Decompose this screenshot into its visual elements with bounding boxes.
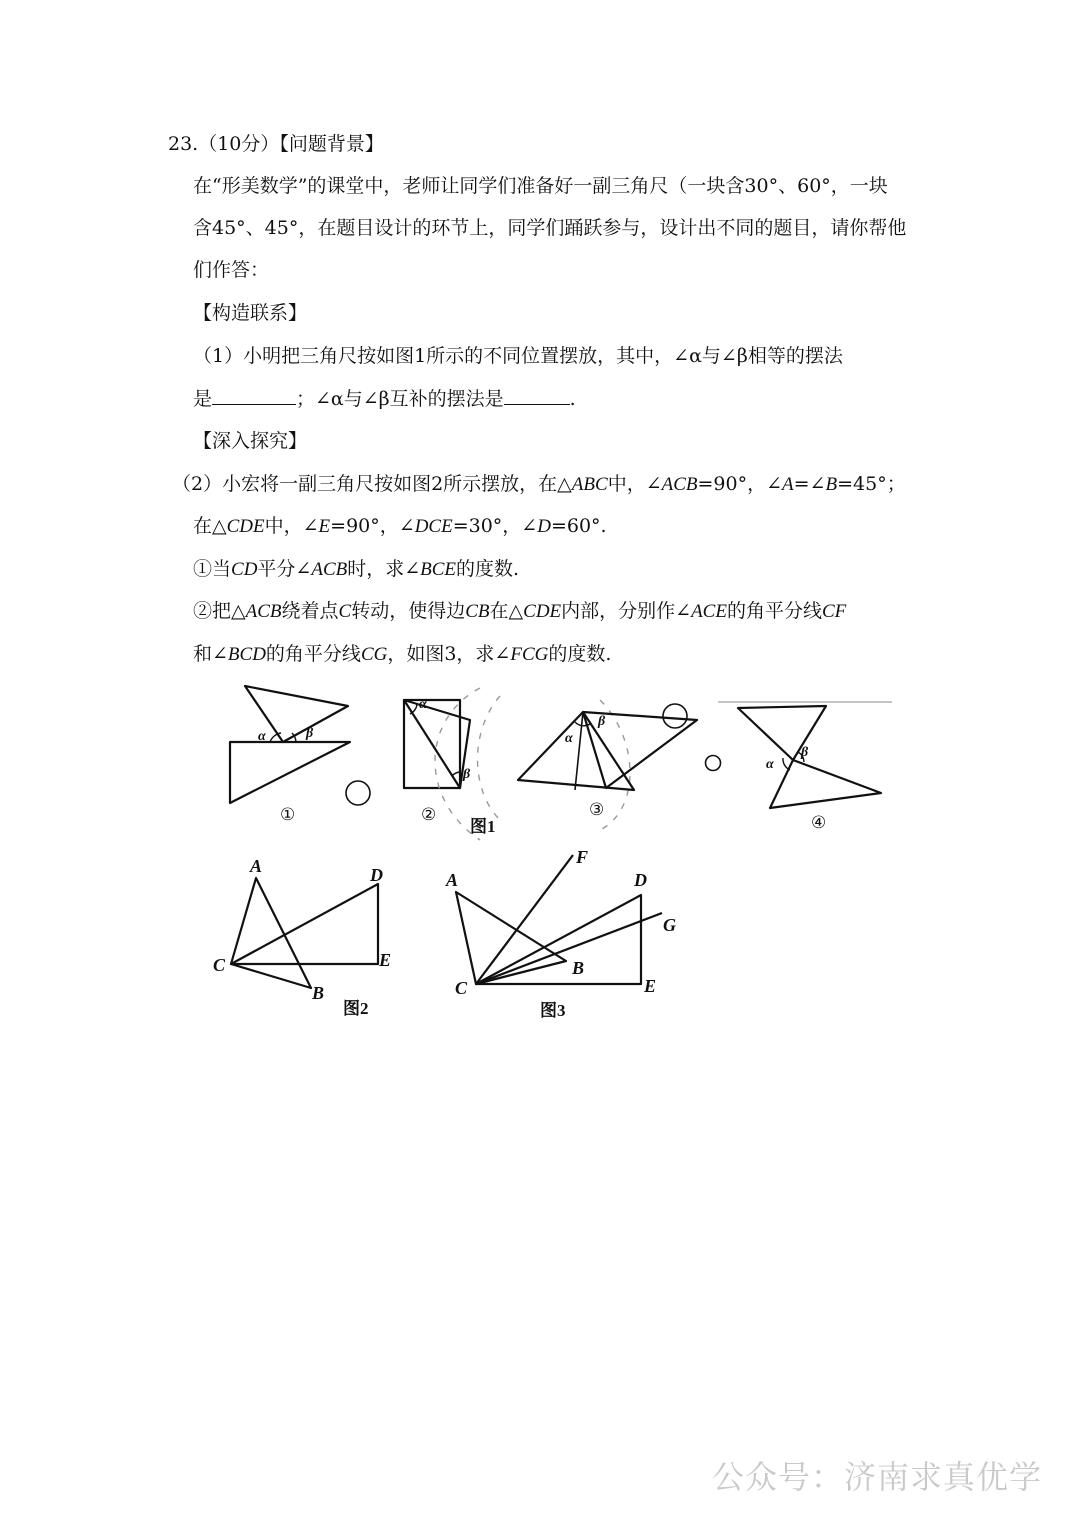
q2l2-t9: =60°. <box>550 515 607 537</box>
fig3-label-b: B <box>572 958 585 978</box>
s1-t1: ①当 <box>193 558 232 580</box>
q2-t8: B <box>825 474 838 495</box>
fig3-label-f: F <box>576 847 589 867</box>
s2-t1: ②把△ <box>193 600 246 622</box>
fig1-2-alpha-label: α <box>419 697 427 712</box>
s1-t2: CD <box>231 559 258 580</box>
q2l2-t2: CDE <box>226 516 265 537</box>
fig2-diagram <box>231 878 378 988</box>
s2-t2: ACB <box>245 601 282 622</box>
q2l2-t4: E <box>318 516 331 537</box>
fig2-caption: 图2 <box>343 999 369 1018</box>
s2-t3: 绕着点 <box>281 600 339 622</box>
s1-t3: 平分∠ <box>257 558 312 580</box>
s2-t11: 的角平分线 <box>726 600 822 622</box>
q2-t9: =45°； <box>837 473 906 495</box>
fig1-3-beta-label: β <box>598 714 606 729</box>
fig3-label-g: G <box>663 915 676 935</box>
fig3-label-e: E <box>644 976 657 996</box>
s2-t12: CF <box>821 601 847 622</box>
q1-line-1: （1）小明把三角尺按如图1所示的不同位置摆放，其中，∠α与∠β相等的摆法 <box>193 345 843 367</box>
s3-t4: CG <box>360 644 388 665</box>
section-construct: 【构造联系】 <box>193 302 308 324</box>
s2-t5: 转动，使得边 <box>351 600 466 622</box>
q2l2-t5: =90°，∠ <box>330 515 415 537</box>
q2-t6: A <box>782 474 794 495</box>
q2-t1: （2）小宏将一副三角尺按如图2所示摆放，在△ <box>172 473 572 495</box>
section-explore: 【深入探究】 <box>193 430 308 452</box>
s3-t2: BCD <box>227 644 266 665</box>
fig1-4-beta-label: β <box>801 745 809 760</box>
q2l2-t6: DCE <box>414 516 453 537</box>
background-line-1: 在“形美数学”的课堂中，老师让同学们准备好一副三角尺（一块含30°、60°，一块 <box>193 175 888 197</box>
q1-text-b: ；∠α与∠β互补的摆法是 <box>296 388 504 410</box>
s3-t7: 的度数. <box>548 643 612 665</box>
fig3-label-c: C <box>455 978 468 998</box>
s3-t6: FCG <box>510 644 549 665</box>
fig1-4-alpha-label: α <box>766 757 774 772</box>
question-header: 23.（10分）【问题背景】 <box>168 133 384 155</box>
q2l2-t8: D <box>537 516 551 537</box>
fig3-caption: 图3 <box>540 1001 566 1020</box>
s1-t7: 的度数. <box>456 558 520 580</box>
fig1-sub-label-2: ② <box>421 805 437 824</box>
fig1-sub-label-1: ① <box>280 805 296 824</box>
q2-t5: =90°，∠ <box>697 473 783 495</box>
fig2-label-b: B <box>312 983 325 1003</box>
fig2-label-a: A <box>250 856 263 876</box>
fig3-label-d: D <box>634 870 647 890</box>
s1-t5: 时，求∠ <box>347 558 421 580</box>
fig1-noise-circle-2 <box>663 704 687 728</box>
s2-t6: CB <box>465 601 490 622</box>
background-line-3: 们作答： <box>193 259 270 281</box>
q2-t2: ABC <box>571 474 608 495</box>
fig1-sub-label-3: ③ <box>589 800 605 819</box>
s3-t1: 和∠ <box>193 643 228 665</box>
fig1-arrangement-3 <box>518 712 697 790</box>
fig3-label-a: A <box>446 870 459 890</box>
s2-t4: C <box>338 601 352 622</box>
s2-t7: 在△ <box>489 600 524 622</box>
fig1-3-alpha-label: α <box>565 731 573 746</box>
fig1-2-beta-label: β <box>463 767 471 782</box>
q1-text-a: 是 <box>193 388 213 410</box>
q2l2-t1: 在△ <box>193 515 227 537</box>
fig1-noise-circle-1 <box>346 781 370 805</box>
q2-t4: ACB <box>661 474 698 495</box>
fig1-1-alpha-label: α <box>258 729 266 744</box>
fig3-diagram <box>456 855 662 984</box>
s1-t6: BCE <box>420 559 457 580</box>
q2l2-t3: 中，∠ <box>264 515 319 537</box>
fig1-1-beta-label: β <box>306 726 314 741</box>
fig2-label-e: E <box>379 950 392 970</box>
fig1-sub-label-4: ④ <box>811 813 827 832</box>
fig2-label-c: C <box>213 955 226 975</box>
s2-t10: ACE <box>691 601 727 622</box>
fig1-noise-circle-3 <box>706 756 721 771</box>
q2l2-t7: =30°，∠ <box>452 515 538 537</box>
s1-t4: ACB <box>311 559 348 580</box>
s2-t8: CDE <box>523 601 562 622</box>
background-line-2: 含45°、45°，在题目设计的环节上，同学们踊跃参与，设计出不同的题目，请你帮他 <box>193 217 907 239</box>
s3-t5: ，如图3，求∠ <box>387 643 511 665</box>
fig2-label-d: D <box>370 865 383 885</box>
q2-t3: 中，∠ <box>607 473 662 495</box>
fig1-arrangement-1 <box>230 686 350 803</box>
watermark-text: 公众号：济南求真优学 <box>712 1458 1043 1496</box>
s3-t3: 的角平分线 <box>265 643 361 665</box>
s2-t9: 内部，分别作∠ <box>561 600 692 622</box>
fig1-caption: 图1 <box>470 817 496 836</box>
q1-text-end: . <box>569 388 576 410</box>
q2-t7: =∠ <box>793 473 826 495</box>
